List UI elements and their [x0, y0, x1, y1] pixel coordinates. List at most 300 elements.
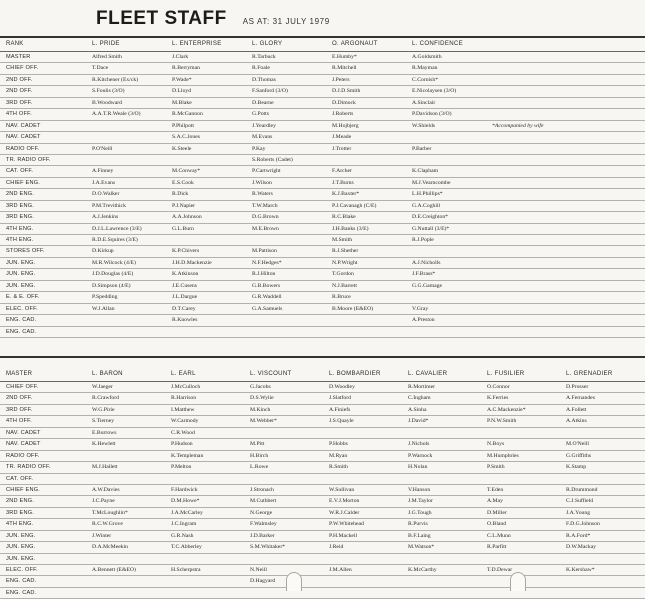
crew-cell — [252, 235, 332, 245]
crew-cell — [492, 155, 572, 165]
crew-cell — [171, 554, 250, 564]
table-row — [0, 166, 645, 177]
crew-cell: P.Barber — [412, 145, 432, 152]
table-row — [0, 132, 645, 143]
crew-cell — [566, 474, 616, 484]
table-2-header-row — [0, 367, 645, 382]
crew-cell: M.Webber* — [250, 418, 277, 425]
section-rule — [0, 356, 645, 358]
crew-cell: A.Finiefs — [329, 406, 351, 413]
crew-cell: P.J.Napier — [172, 202, 196, 209]
crew-cell: J.C.Payne — [92, 498, 115, 505]
crew-cell: D.T.Carey — [172, 305, 196, 312]
crew-cell: S.A.C.Jones — [172, 134, 200, 141]
crew-cell: R.Waters — [252, 191, 273, 198]
crew-cell: D.Miller — [487, 509, 507, 516]
crew-cell: M.Evans — [252, 134, 273, 141]
crew-cell — [408, 576, 487, 586]
crew-cell: M.Pitt — [250, 441, 265, 448]
crew-cell — [492, 201, 572, 211]
rank-label: JUN. ENG. — [6, 282, 36, 289]
crew-cell: D.O.Walker — [92, 191, 120, 198]
crew-cell: G.G.Gamage — [412, 282, 443, 289]
crew-cell: G.A.Coghill — [412, 202, 441, 209]
crew-cell: P.Davidson (3/O) — [412, 111, 452, 118]
crew-cell: A.Atkins — [566, 418, 587, 425]
crew-cell: J.Roberts — [332, 111, 354, 118]
crew-cell: P.Philpott — [172, 122, 194, 129]
ship-header: L. BARON — [92, 370, 123, 377]
crew-cell: D.G.Brown — [252, 214, 279, 221]
rank-label: 3RD ENG. — [6, 214, 35, 221]
ship-header: L. PRIDE — [92, 40, 120, 47]
crew-cell — [92, 132, 172, 142]
crew-cell: T.W.March — [252, 202, 278, 209]
crew-cell: D.Simpson (4/E) — [92, 282, 131, 289]
crew-cell — [92, 451, 171, 461]
crew-cell: R.Smith — [329, 464, 348, 471]
crew-cell: C.J.Suffield — [566, 498, 594, 505]
crew-cell — [492, 52, 572, 62]
rank-label: E. & E. OFF. — [6, 294, 40, 301]
crew-cell: K.Templeman — [171, 452, 204, 459]
crew-cell: K.P.Chivers — [172, 248, 200, 255]
punch-hole-right — [510, 572, 526, 591]
crew-cell — [408, 554, 487, 564]
table-row — [0, 519, 645, 530]
table-row — [0, 565, 645, 576]
ship-header: L. GLORY — [252, 40, 283, 47]
table-row — [0, 439, 645, 450]
ship-header: L. ENTERPRISE — [172, 40, 222, 47]
crew-cell: D.Lloyd — [172, 88, 192, 95]
crew-cell: W.Sullivan — [329, 486, 355, 493]
crew-cell: C.Ingham — [408, 395, 431, 402]
crew-cell — [487, 428, 566, 438]
crew-cell: S.Roberts (Cadet) — [252, 156, 293, 163]
rank-label: CHIEF OFF. — [6, 384, 39, 390]
crew-cell: G.Jacobs — [250, 384, 271, 390]
crew-cell — [329, 554, 408, 564]
table-row — [0, 393, 645, 404]
crew-cell: T.C.Abberley — [171, 544, 202, 551]
crew-cell: M.Humphries — [487, 452, 519, 459]
crew-cell: D.Dimock — [332, 99, 356, 106]
crew-cell — [92, 588, 171, 598]
crew-cell: V.Gray — [412, 305, 429, 312]
crew-cell: J.L.Dargue — [172, 294, 198, 301]
crew-cell — [492, 98, 572, 108]
crew-cell: R.C.Blake — [332, 214, 356, 221]
crew-cell: D.Kirkup — [92, 248, 114, 255]
crew-cell: P.Warnock — [408, 452, 433, 459]
crew-cell: G.B.Bowers — [252, 282, 281, 289]
crew-cell: D.M.Howe* — [171, 498, 200, 505]
crew-cell: K.McCarthy — [408, 567, 437, 573]
crew-cell: G.Griffiths — [566, 452, 592, 459]
crew-cell — [492, 269, 572, 279]
ship-header: L. FUSILIER — [487, 370, 525, 377]
crew-cell — [492, 235, 572, 245]
fleet-table-2 — [0, 367, 645, 599]
crew-cell: *Accompanied by wife — [492, 122, 544, 129]
rank-label: ENG. CAD. — [6, 317, 37, 324]
crew-cell: J.E.Cusens — [172, 282, 197, 289]
table-row — [0, 304, 645, 315]
crew-cell: M.R.Wilcock (4/E) — [92, 259, 136, 266]
crew-cell: L.Rowe — [250, 464, 269, 471]
crew-cell: G.Potts — [252, 111, 269, 118]
crew-cell: A.Fernandes — [566, 395, 595, 402]
crew-cell — [566, 576, 616, 586]
rank-label: MASTER — [6, 54, 31, 60]
rank-label: STORES OFF. — [6, 248, 45, 255]
ship-header: L. GRENADIER — [566, 370, 613, 377]
crew-cell — [92, 121, 172, 131]
table-row — [0, 416, 645, 427]
crew-cell: I.Matthew — [171, 406, 195, 413]
rank-label: 4TH ENG. — [6, 237, 34, 243]
crew-cell: K.Clapham — [412, 168, 439, 175]
crew-cell: D.Thomas — [252, 76, 276, 83]
crew-cell — [329, 588, 408, 598]
rank-label: 3RD ENG. — [6, 202, 35, 209]
crew-cell: R.Tarbuck — [252, 54, 276, 60]
crew-cell: P.Smith — [487, 464, 505, 471]
ship-header: L. CAVALIER — [408, 370, 448, 377]
crew-cell: G.L.Burn — [172, 225, 194, 232]
table-row — [0, 405, 645, 416]
crew-cell: E.S.Cook — [172, 179, 194, 186]
crew-cell: J.Stronach — [250, 486, 274, 493]
table-row — [0, 542, 645, 553]
crew-cell — [492, 258, 572, 268]
rank-label: ENG. CAD. — [6, 328, 37, 335]
crew-cell: R.Bruce — [332, 294, 351, 301]
crew-cell: J.A.McCarley — [171, 509, 203, 516]
table-row — [0, 201, 645, 212]
table-row — [0, 496, 645, 507]
crew-cell: M.Smith — [332, 237, 353, 243]
crew-cell: D.E.Creighton* — [412, 214, 449, 221]
rank-header: RANK — [6, 41, 24, 47]
crew-cell: A.Sinha — [408, 406, 427, 413]
crew-cell — [329, 428, 408, 438]
crew-cell: D.W.Mackay — [566, 544, 597, 551]
rank-label: ELEC. OFF. — [6, 567, 38, 573]
crew-cell: R.Dick — [172, 191, 189, 198]
rank-label: CAT. OFF. — [6, 168, 34, 175]
table-row — [0, 428, 645, 439]
crew-cell: J.T.Burns — [332, 179, 354, 186]
crew-cell: P.O'Neill — [92, 145, 113, 152]
crew-cell — [92, 155, 172, 165]
crew-cell — [412, 292, 492, 302]
crew-cell: P.Hudson — [171, 441, 193, 448]
crew-cell: P.H.Mackell — [329, 532, 358, 539]
crew-cell: G.Nuttall (3/E)* — [412, 225, 450, 232]
crew-cell: E.V.J.Morton — [329, 498, 360, 505]
ship-header: L. EARL — [171, 370, 196, 377]
table-row — [0, 189, 645, 200]
crew-cell: B.F.Laing — [408, 532, 431, 539]
crew-cell: J.Reid — [329, 544, 344, 551]
rank-label: ENG. CAD. — [6, 578, 37, 585]
crew-cell: O.Bland — [487, 521, 507, 528]
crew-cell: P.Wade* — [172, 76, 192, 83]
crew-cell: A.Finney — [92, 168, 114, 175]
crew-cell — [566, 428, 616, 438]
page-title: FLEET STAFF — [96, 8, 227, 29]
crew-cell — [492, 166, 572, 176]
crew-cell: R.Harrison — [171, 395, 197, 402]
crew-cell: D.Hagyard — [250, 578, 276, 585]
crew-cell: P.J.Cavanagh (C/E) — [332, 202, 377, 209]
table-row — [0, 52, 645, 63]
crew-cell — [250, 474, 329, 484]
table-row — [0, 451, 645, 462]
crew-cell — [171, 588, 250, 598]
crew-cell: J.Wilson — [252, 179, 272, 186]
crew-cell — [492, 327, 572, 337]
crew-cell — [487, 576, 566, 586]
rank-label: 2ND OFF. — [6, 88, 33, 95]
rank-label: 3RD ENG. — [6, 509, 35, 516]
crew-cell: R.Berryman — [172, 65, 200, 72]
crew-cell — [408, 474, 487, 484]
crew-cell — [171, 474, 250, 484]
rank-label: CHIEF ENG. — [6, 486, 41, 493]
table-row — [0, 155, 645, 166]
crew-cell: J.Clark — [172, 54, 189, 60]
crew-cell: A.Sinclair — [412, 99, 436, 106]
crew-cell — [487, 554, 566, 564]
crew-cell: R.Parfitt — [487, 544, 507, 551]
crew-cell: E.Humby* — [332, 54, 357, 60]
crew-cell: J.D.Douglas (4/E) — [92, 271, 134, 278]
crew-cell: H.Birch — [250, 452, 269, 459]
crew-cell — [487, 588, 566, 598]
crew-cell — [329, 576, 408, 586]
crew-cell: A.Follett — [566, 406, 587, 413]
crew-cell: W.Shields — [412, 122, 436, 129]
rank-label: NAV. CADET — [6, 134, 41, 141]
crew-cell: V.Hanson — [408, 486, 431, 493]
crew-cell: P.Spedding — [92, 294, 118, 301]
crew-cell: P.Cartwright — [252, 168, 281, 175]
crew-cell: D.J.D.Smith — [332, 88, 361, 95]
table-1-header-row — [0, 37, 645, 52]
table-row — [0, 554, 645, 565]
crew-cell: B.Woodward — [92, 99, 123, 106]
rank-label: NAV. CADET — [6, 122, 41, 129]
crew-cell: T.Gordon — [332, 271, 354, 278]
rank-label: 2ND OFF. — [6, 76, 33, 83]
rank-label: JUN. ENG. — [6, 555, 36, 562]
crew-cell: K.Steele — [172, 145, 192, 152]
crew-cell: W.Jaeger — [92, 384, 113, 390]
crew-cell: J.Nichols — [408, 441, 430, 448]
crew-cell: A.C.Mackenzie* — [487, 406, 526, 413]
crew-cell: G.R.Waddell — [252, 294, 282, 301]
crew-cell: A.Goldsmith — [412, 54, 442, 60]
crew-cell: S.Tierney — [92, 418, 115, 425]
crew-cell — [566, 554, 616, 564]
crew-cell: A.J.Nicholls — [412, 259, 441, 266]
punch-hole-left — [286, 572, 302, 591]
crew-cell: J.G.Tough — [408, 509, 432, 516]
ship-header — [492, 37, 572, 51]
crew-cell: N.J.Barrett — [332, 282, 357, 289]
table-row — [0, 508, 645, 519]
crew-cell — [412, 327, 492, 337]
crew-cell — [250, 554, 329, 564]
rank-label: JUN. ENG. — [6, 271, 36, 278]
crew-cell: J.Trotter — [332, 145, 352, 152]
crew-cell — [412, 132, 492, 142]
crew-cell: O.Connor — [487, 384, 510, 390]
crew-cell: M.J.Vearncombe — [412, 179, 451, 186]
crew-cell: B.Moore (E&EO) — [332, 305, 374, 312]
rank-label: 2ND ENG. — [6, 498, 35, 505]
ship-header: O. ARGONAUT — [332, 40, 378, 47]
rank-label: JUN. ENG. — [6, 544, 36, 551]
crew-cell: N.Boys — [487, 441, 505, 448]
table-row — [0, 462, 645, 473]
crew-cell: P.Hobbs — [329, 441, 348, 448]
table-row — [0, 258, 645, 269]
rank-label: 2ND ENG. — [6, 191, 35, 198]
crew-cell: R.Drummond — [566, 486, 598, 493]
crew-cell: R.Mitchell — [332, 65, 357, 72]
crew-cell — [92, 554, 171, 564]
crew-cell — [172, 155, 252, 165]
table-row — [0, 212, 645, 223]
table-row — [0, 98, 645, 109]
crew-cell: A.J.Jenkins — [92, 214, 119, 221]
table-row — [0, 109, 645, 120]
crew-cell — [492, 246, 572, 256]
crew-cell: R.Crawford — [92, 395, 120, 402]
table-row — [0, 178, 645, 189]
crew-cell: J.Meade — [332, 134, 352, 141]
crew-cell: J.F.Brass* — [412, 271, 436, 278]
table-row — [0, 246, 645, 257]
crew-cell: J.Peters — [332, 76, 350, 83]
rank-label: TR. RADIO OFF. — [6, 156, 51, 163]
crew-cell: J.A.Evans — [92, 179, 116, 186]
crew-cell — [252, 327, 332, 337]
table-row — [0, 121, 645, 132]
crew-cell: J.Winter — [92, 532, 112, 539]
crew-cell — [492, 224, 572, 234]
ship-header: L. BOMBARDIER — [329, 370, 381, 377]
crew-cell: J.S.Quayle — [329, 418, 354, 425]
crew-cell: A.W.Davies — [92, 486, 120, 493]
crew-cell: W.R.J.Calder — [329, 509, 360, 516]
rank-label: RADIO OFF. — [6, 452, 40, 459]
crew-cell — [492, 86, 572, 96]
crew-cell: R.Kitchener (Ex/ck) — [92, 76, 139, 83]
crew-cell: L.H.Phillips* — [412, 191, 443, 198]
crew-cell: M.Pattison — [252, 248, 277, 255]
rank-label: JUN. ENG. — [6, 532, 36, 539]
crew-cell: T.McLoughlin* — [92, 509, 128, 516]
date-label: AS AT: 31 JULY 1979 — [242, 17, 330, 26]
crew-cell: H.Scherpstra — [171, 567, 201, 573]
crew-cell: F.Walmsley — [250, 521, 277, 528]
crew-cell: P.Melton — [171, 464, 192, 471]
crew-cell: W.J.Allan — [92, 305, 115, 312]
crew-cell: J.C.Ingram — [171, 521, 197, 528]
rank-label: 4TH ENG. — [6, 225, 34, 232]
crew-cell: R.Foale — [252, 65, 270, 72]
crew-cell: J.H.Banks (3/E) — [332, 225, 369, 232]
crew-cell: D.Prosser — [566, 384, 589, 390]
crew-cell: M.Hojbjerg — [332, 122, 359, 129]
crew-cell: N.Neill — [250, 567, 267, 573]
ship-header: L. CONFIDENCE — [412, 40, 463, 47]
crew-cell: J.M.Taylor — [408, 498, 433, 505]
crew-cell: K.J.Baxter* — [332, 191, 360, 198]
crew-cell — [487, 474, 566, 484]
crew-cell — [92, 315, 172, 325]
crew-cell: J.McCulloch — [171, 384, 201, 390]
crew-cell: F.Hardwick — [171, 486, 198, 493]
crew-cell: D.Bearne — [252, 99, 274, 106]
crew-cell — [408, 588, 487, 598]
crew-cell: R.Mayman — [412, 65, 438, 72]
crew-cell: R.D.E.Squires (3/E) — [92, 237, 138, 243]
crew-cell — [92, 576, 171, 586]
crew-cell: P.W.Whitehead — [329, 521, 364, 528]
page-header — [96, 8, 330, 30]
ship-header: L. VISCOUNT — [250, 370, 292, 377]
crew-cell: R.McGannon — [172, 111, 203, 118]
crew-cell — [492, 109, 572, 119]
crew-cell: M.J.Hallett — [92, 464, 118, 471]
crew-cell: R.J.Shether — [332, 248, 359, 255]
crew-cell: T.Dace — [92, 65, 109, 72]
table-row — [0, 485, 645, 496]
crew-cell: F.D.G.Johnson — [566, 521, 600, 528]
table-row — [0, 315, 645, 326]
crew-cell: M.Kinch — [250, 406, 271, 413]
table-row — [0, 382, 645, 393]
table-row — [0, 144, 645, 155]
rank-label: NAV. CADET — [6, 441, 41, 448]
crew-cell: A.A.Johnson — [172, 214, 202, 221]
crew-cell: A.A.T.R.Weale (3/O) — [92, 111, 141, 118]
crew-cell: J.David* — [408, 418, 429, 425]
crew-cell: P.N.W.Smith — [487, 418, 517, 425]
rank-label: 4TH ENG. — [6, 521, 34, 528]
crew-cell: D.J.L.Lawrence (3/E) — [92, 225, 142, 232]
rank-label: ELEC. OFF. — [6, 305, 38, 312]
crew-cell: D.Woodley — [329, 384, 355, 390]
crew-cell: D.S.Wylie — [250, 395, 274, 402]
table-row — [0, 224, 645, 235]
crew-cell: C.L.Munn — [487, 532, 511, 539]
rank-label: CHIEF ENG. — [6, 179, 41, 186]
rank-label: MASTER — [6, 371, 33, 377]
crew-cell — [492, 63, 572, 73]
crew-cell: C.R.Wood — [171, 429, 195, 436]
rank-label: CAT. OFF. — [6, 475, 34, 482]
crew-cell — [492, 178, 572, 188]
crew-cell: S.M.Whitaker* — [250, 544, 286, 551]
crew-cell: K.Stamp — [566, 464, 587, 471]
